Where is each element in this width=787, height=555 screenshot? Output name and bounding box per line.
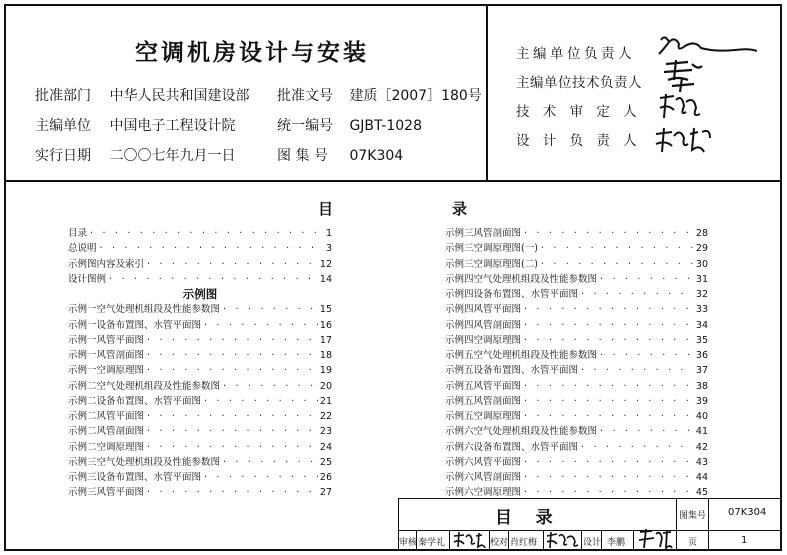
toc-entry[interactable] [68, 302, 332, 317]
tb-title: 目 录 [495, 508, 553, 528]
atlas-number-row [277, 145, 403, 165]
toc-leader-dots [144, 485, 318, 500]
toc-entry-page: 19 [319, 365, 332, 377]
toc-right-column [445, 226, 708, 501]
toc-entry[interactable] [68, 440, 332, 455]
atlas-number-value: 07K304 [349, 148, 404, 164]
tb-v4 [449, 530, 450, 550]
toc-entry[interactable] [445, 241, 708, 256]
chief-unit-row [35, 115, 235, 135]
effective-date-label: 实行日期 [35, 148, 91, 164]
toc-entry-title: 示例五设备布置图、水管平面图 [445, 365, 579, 377]
tb-design-name: 李鹏 [607, 538, 626, 548]
tb-review-label: 审核 [399, 538, 418, 548]
toc-leader-dots [521, 318, 694, 333]
chief-unit-label: 主编单位 [35, 118, 91, 134]
toc-entry-page: 15 [319, 304, 332, 316]
toc-entry-title: 示例五空调原理图 [445, 411, 522, 422]
toc-leader-dots [144, 409, 318, 424]
toc-entry-title: 示例四空气处理机组段及性能参数图 [445, 273, 598, 285]
toc-entry[interactable] [68, 470, 332, 485]
toc-entry-title: 示例四风管平面图 [445, 304, 522, 316]
toc-entry-title: 示例六设备布置图、水管平面图 [445, 441, 579, 453]
toc-entry[interactable] [445, 455, 708, 470]
toc-entry-title: 示例三空调原理图(一) [445, 243, 538, 255]
approval-doc-label: 批准文号 [277, 88, 333, 104]
signature-check [545, 530, 580, 550]
tb-page-label: 页 [688, 538, 698, 548]
toc-leader-dots [106, 272, 318, 287]
toc-leader-dots [578, 363, 694, 378]
toc-leader-dots [144, 333, 318, 348]
toc-entry-title: 设计图例 [68, 273, 107, 285]
toc-entry-title: 示例一风管剖面图 [68, 350, 145, 361]
resp-tech-review: 技 术 审 定 人 [516, 104, 642, 120]
toc-leader-dots [220, 379, 318, 394]
toc-leader-dots [578, 287, 694, 302]
approval-doc-value: 建质［2007］180号 [349, 88, 482, 104]
toc-heading-left: 目 [318, 200, 334, 218]
atlas-number-label: 图 集 号 [277, 148, 328, 164]
toc-leader-dots [144, 257, 318, 272]
toc-leader-dots [521, 394, 694, 409]
tb-page-value: 1 [741, 535, 748, 546]
toc-entry-page: 39 [695, 395, 708, 407]
unified-number-value: GJBT-1028 [349, 118, 422, 134]
unified-number-row [277, 115, 422, 135]
toc-leader-dots [521, 226, 694, 241]
toc-entry[interactable] [445, 440, 708, 455]
toc-entry-page: 36 [695, 350, 708, 361]
toc-entry-page: 3 [325, 243, 332, 255]
toc-entry-page: 25 [319, 456, 332, 468]
header-divider [4, 180, 782, 182]
effective-date-row [35, 145, 235, 165]
chief-unit-value: 中国电子工程设计院 [109, 118, 236, 134]
toc-entry-page: 17 [319, 334, 332, 346]
unified-number-label: 统一编号 [277, 118, 333, 134]
signature-chief-tech [658, 58, 706, 94]
toc-entry-page: 29 [695, 243, 708, 255]
toc-leader-dots [597, 348, 694, 363]
tb-v1 [676, 498, 677, 550]
toc-entry-title: 示例三风管剖面图 [445, 228, 522, 239]
toc-entry[interactable] [68, 379, 332, 394]
toc-leader-dots [220, 302, 318, 317]
toc-entry[interactable] [68, 409, 332, 424]
tb-check-name: 肖红梅 [510, 538, 538, 548]
toc-entry[interactable] [445, 257, 708, 272]
toc-entry-title: 示例一空气处理机组段及性能参数图 [68, 304, 221, 316]
tb-check-label: 校对 [490, 538, 509, 548]
toc-entry[interactable] [445, 226, 708, 241]
toc-entry[interactable] [68, 394, 332, 409]
toc-entry[interactable] [445, 302, 708, 317]
toc-entry-page: 40 [695, 411, 708, 422]
toc-leader-dots [97, 241, 318, 256]
tb-v10 [633, 530, 634, 550]
toc-leader-dots [201, 470, 318, 485]
toc-entry-title: 示例二设备布置图、水管平面图 [68, 395, 202, 407]
toc-entry[interactable] [68, 272, 332, 287]
toc-entry[interactable] [445, 333, 708, 348]
toc-entry[interactable] [445, 363, 708, 378]
tb-review-name: 秦学礼 [418, 538, 446, 548]
signature-review [451, 530, 488, 550]
toc-leader-dots [521, 379, 694, 394]
tb-v2 [708, 498, 709, 550]
toc-entry-title: 示例六风管平面图 [445, 456, 522, 468]
toc-entry-page: 16 [319, 319, 332, 331]
toc-entry-page: 41 [695, 426, 708, 438]
toc-leader-dots [521, 302, 694, 317]
toc-entry-page: 18 [319, 350, 332, 361]
toc-entry-page: 23 [319, 426, 332, 438]
frame-right [780, 4, 782, 551]
toc-leader-dots [521, 470, 694, 485]
toc-entry-title: 示例四空调原理图 [445, 334, 522, 346]
toc-leader-dots [521, 333, 694, 348]
toc-entry[interactable] [445, 470, 708, 485]
toc-entry-title: 示例五风管剖面图 [445, 395, 522, 407]
toc-entry[interactable] [445, 379, 708, 394]
toc-entry-title: 示例二风管平面图 [68, 411, 145, 422]
toc-entry[interactable] [445, 287, 708, 302]
toc-entry[interactable] [68, 333, 332, 348]
resp-design-lead: 设 计 负 责 人 [516, 133, 642, 149]
toc-leader-dots [144, 363, 318, 378]
toc-entry[interactable] [68, 318, 332, 333]
toc-entry-title: 示例二空气处理机组段及性能参数图 [68, 380, 221, 392]
toc-leader-dots [144, 424, 318, 439]
tb-v6 [508, 530, 509, 550]
approval-dept-value: 中华人民共和国建设部 [109, 88, 250, 104]
frame-top [4, 4, 782, 6]
toc-entry-title: 示例二空调原理图 [68, 441, 145, 453]
toc-entry-page: 37 [695, 365, 708, 377]
frame-left [4, 4, 6, 551]
toc-entry-title: 示例三空气处理机组段及性能参数图 [68, 456, 221, 468]
resp-chief-tech: 主编单位技术负责人 [516, 75, 642, 91]
tb-v8 [581, 530, 582, 550]
toc-leader-dots [538, 257, 694, 272]
toc-entry-page: 26 [319, 472, 332, 483]
toc-entry-title: 示例四设备布置图、水管平面图 [445, 289, 579, 300]
toc-leader-dots [220, 455, 318, 470]
tb-v9 [601, 530, 602, 550]
toc-entry-page: 20 [319, 380, 332, 392]
toc-entry-title: 示例一风管平面图 [68, 334, 145, 346]
signature-tech-review [656, 92, 704, 122]
signature-design [636, 528, 674, 550]
toc-entry[interactable] [68, 348, 332, 363]
toc-entry[interactable] [445, 318, 708, 333]
toc-entry-page: 43 [695, 456, 708, 468]
toc-entry-page: 30 [695, 258, 708, 270]
toc-entry-title: 示例一空调原理图 [68, 365, 145, 377]
resp-chief-unit: 主编单位负责人 [516, 46, 635, 62]
atlas-title: 空调机房设计与安装 [135, 40, 369, 66]
tb-atlas-label: 图集号 [679, 511, 707, 521]
toc-entry-title: 示例三空调原理图(二) [445, 258, 538, 270]
toc-entry-page: 34 [695, 319, 708, 331]
toc-leader-dots [87, 226, 318, 241]
toc-entry-page: 14 [319, 273, 332, 285]
tb-top [398, 498, 782, 499]
toc-entry[interactable] [68, 257, 332, 272]
toc-entry-page: 38 [695, 380, 708, 392]
tb-design-label: 设计 [583, 538, 602, 548]
toc-entry-page: 33 [695, 304, 708, 316]
toc-entry-page: 35 [695, 334, 708, 346]
toc-entry[interactable] [445, 409, 708, 424]
toc-entry-title: 示例三风管平面图 [68, 487, 145, 499]
toc-entry-page: 31 [695, 273, 708, 285]
approval-dept-label: 批准部门 [35, 88, 91, 104]
toc-entry-title: 示例二风管剖面图 [68, 426, 145, 438]
effective-date-value: 二〇〇七年九月一日 [109, 148, 236, 164]
toc-leader-dots [597, 424, 694, 439]
toc-entry-page: 21 [319, 395, 332, 407]
toc-entry-title: 示例五风管平面图 [445, 380, 522, 392]
toc-entry-page: 1 [325, 228, 332, 239]
toc-leader-dots [521, 409, 694, 424]
toc-entry[interactable] [68, 226, 332, 241]
signature-design-lead [652, 124, 714, 156]
toc-left-column [68, 226, 332, 501]
header-vertical-divider [486, 4, 488, 181]
toc-entry[interactable] [445, 394, 708, 409]
toc-leader-dots [144, 440, 318, 455]
toc-entry[interactable] [445, 348, 708, 363]
approval-doc-row [277, 85, 482, 105]
toc-entry-page: 32 [695, 289, 708, 300]
tb-atlas-value: 07K304 [728, 507, 767, 518]
toc-leader-dots [578, 440, 694, 455]
toc-entry-page: 12 [319, 258, 332, 270]
toc-entry-page: 24 [319, 441, 332, 453]
toc-entry[interactable] [68, 455, 332, 470]
toc-leader-dots [144, 348, 318, 363]
toc-entry-title: 总说明 [68, 243, 97, 255]
toc-entry-title: 示例四风管剖面图 [445, 319, 522, 331]
toc-entry[interactable] [68, 363, 332, 378]
approval-dept-row [35, 85, 249, 105]
toc-leader-dots [521, 455, 694, 470]
toc-entry-title: 示例五空气处理机组段及性能参数图 [445, 350, 598, 361]
toc-leader-dots [201, 394, 318, 409]
toc-entry-title: 示例六空调原理图 [445, 487, 522, 499]
toc-entry[interactable] [445, 272, 708, 287]
toc-section-heading: 示例图 [182, 287, 218, 301]
toc-entry-page: 42 [695, 441, 708, 453]
toc-entry-title: 示例六空气处理机组段及性能参数图 [445, 426, 598, 438]
toc-entry-page: 27 [319, 487, 332, 499]
toc-leader-dots [538, 241, 694, 256]
toc-entry[interactable] [68, 241, 332, 256]
tb-v7 [543, 530, 544, 550]
toc-entry-title: 示例三设备布置图、水管平面图 [68, 472, 202, 483]
toc-entry-page: 45 [695, 487, 708, 499]
toc-entry-page: 22 [319, 411, 332, 422]
toc-entry[interactable] [68, 424, 332, 439]
toc-entry-title: 示例六风管剖面图 [445, 472, 522, 483]
toc-heading-right: 录 [452, 200, 468, 218]
toc-entry-page: 44 [695, 472, 708, 483]
toc-entry[interactable] [68, 485, 332, 500]
toc-entry-title: 示例图内容及索引 [68, 258, 145, 270]
toc-entry[interactable] [445, 424, 708, 439]
toc-entry-page: 28 [695, 228, 708, 239]
toc-entry-title: 目录 [68, 228, 88, 239]
toc-leader-dots [597, 272, 694, 287]
toc-leader-dots [201, 318, 318, 333]
toc-entry-title: 示例一设备布置图、水管平面图 [68, 319, 202, 331]
